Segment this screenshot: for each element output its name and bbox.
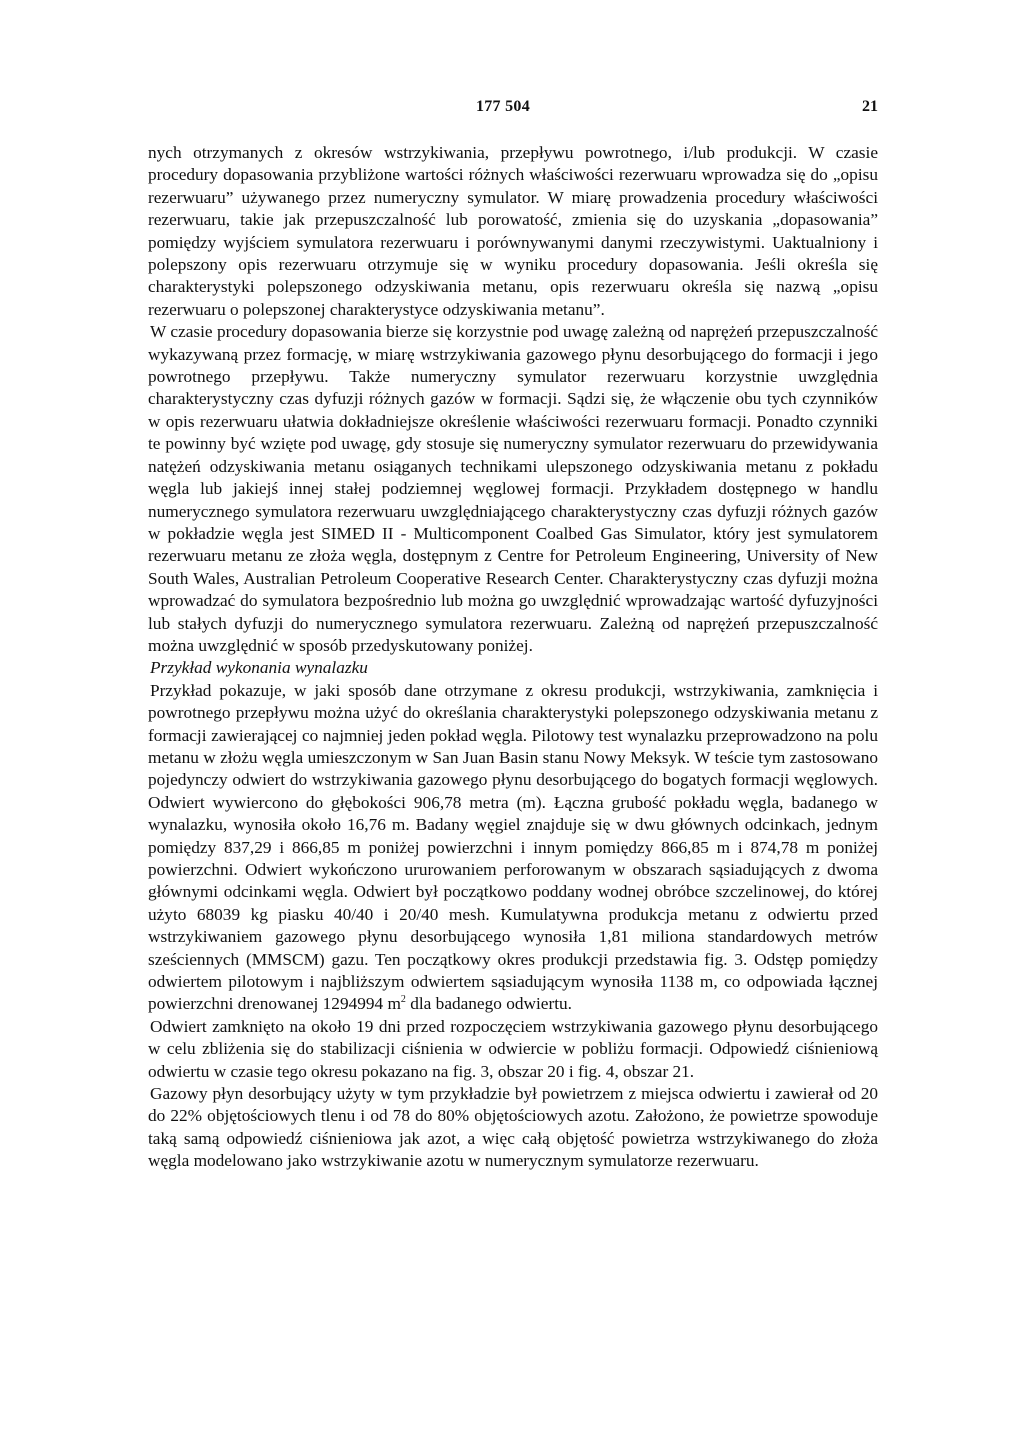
- paragraph-1: nych otrzymanych z okresów wstrzykiwania, przepływu powrotnego, i/lub produkcji. W czasie procedury dopasowania przybliżone wartości różnych właściwości rezerwuaru wprowadza się do „opisu rezerwuaru” używanego przez numeryczny symulator. W miarę prowadzenia procedury właściwości rezerwuaru, takie jak przepuszczalność lub porowatość, zmienia się do uzyskania „dopasowania” pomiędzy wyjściem symulatora rezerwuaru i porównywanymi danymi rzeczywistymi. Uaktualniony i polepszony opis rezerwuaru otrzymuje się w wyniku procedury dopasowania. Jeśli określa się charakterystyki polepszonego odzyskiwania metanu, opis rezerwuaru określa się nazwą „opisu rezerwuaru o polepszonej charakterystyce odzyskiwania metanu”.: [148, 143, 878, 319]
- patent-number: 177 504: [475, 98, 531, 115]
- paragraph-3-text-end: dla badanego odwiertu.: [405, 994, 572, 1014]
- paragraph-4: Odwiert zamknięto na około 19 dni przed rozpoczęciem wstrzykiwania gazowego płynu desorbującego w celu zbliżenia się do stabilizacji ciśnienia w odwiercie w pobliżu formacji. Odpowiedź ciśnieniową odwiertu w czasie tego okresu pokazano na fig. 3, obszar 20 i fig. 4, obszar 21.: [148, 1016, 878, 1081]
- paragraph-5: Gazowy płyn desorbujący użyty w tym przykładzie był powietrzem z miejsca odwiertu i zawierał od 20 do 22% objętościowych tlenu i od 78 do 80% objętościowych azotu. Założono, że powietrze spowoduje taką samą odpowiedź ciśnieniowa jak azot, a więc całą objętość powietrza wstrzykiwanego do złoża węgla modelowano jako wstrzykiwanie azotu w numerycznym symulatorze rezerwuaru.: [148, 1084, 878, 1171]
- paragraph-3: [148, 680, 878, 1016]
- paragraph-3-text: Przykład pokazuje, w jaki sposób dane otrzymane z okresu produkcji, wstrzykiwania, zamknięcia i powrotnego przepływu można użyć do określania charakterystyki polepszonego odzyskiwania metanu z formacji zawierającej co najmniej jeden pokład węgla. Pilotowy test wynalazku przeprowadzono na polu metanu w złożu węgla umieszczonym w San Juan Basin stanu Nowy Meksyk. W teście tym zastosowano pojedynczy odwiert do wstrzykiwania gazowego płynu desorbującego do bogatych formacji węglowych. Odwiert wywiercono do głębokości 906,78 metra (m). Łączna grubość pokładu węgla, badanego w wynalazku, wynosiła około 16,76 m. Badany węgiel znajduje się w dwu głównych odcinkach, jednym pomiędzy 837,29 i 866,85 m poniżej powierzchni i innym pomiędzy 866,85 m i 874,78 m poniżej powierzchni. Odwiert wykończono ururowaniem perforowanym w obszarach sąsiadujących z dwoma głównymi odcinkami węgla. Odwiert był początkowo poddany wodnej obróbce szczelinowej, do której użyto 68039 kg piasku 40/40 i 20/40 mesh. Kumulatywna produkcja metanu z odwiertu przed wstrzykiwaniem gazowego płynu desorbującego wynosiła 1,81 miliona standardowych metrów sześciennych (MMSCM) gazu. Ten początkowy okres produkcji przedstawia fig. 3. Odstęp pomiędzy odwiertem pilotowym i najbliższym odwiertem sąsiadującym wynosiła 1138 m, co odpowiada łącznej powierzchni drenowanej 1294994 m: [148, 680, 878, 1014]
- page-header: [148, 98, 878, 120]
- superscript-2: 2: [400, 994, 406, 1006]
- body-text: [148, 142, 878, 1173]
- section-heading: Przykład wykonania wynalazku: [150, 658, 368, 678]
- page-number: 21: [862, 98, 878, 115]
- paragraph-2: W czasie procedury dopasowania bierze się korzystnie pod uwagę zależną od naprężeń przepuszczalność wykazywaną przez formację, w miarę wstrzykiwania gazowego płynu desorbującego do formacji i jego powrotnego przepływu. Także numeryczny symulator rezerwuaru korzystnie uwzględnia charakterystyczny czas dyfuzji różnych gazów w formacji. Sądzi się, że włączenie obu tych czynników w opis rezerwuaru ułatwia dokładniejsze określenie właściwości rezerwuaru formacji. Ponadto czynniki te powinny być wzięte pod uwagę, gdy stosuje się numeryczny symulator rezerwuaru do przewidywania natężeń odzyskiwania metanu osiąganych technikami ulepszonego odzyskiwania metanu z pokładu węgla lub jakiejś innej stałej podziemnej węglowej formacji. Przykładem dostępnego w handlu numerycznego symulatora rezerwuaru uwzględniającego charakterystyczny czas dyfuzji różnych gazów w pokładzie węgla jest SIMED II - Multicomponent Coalbed Gas Simulator, który jest symulatorem rezerwuaru metanu ze złoża węgla, dostępnym z Centre for Petroleum Engineering, University of New South Wales, Australian Petroleum Cooperative Research Center. Charakterystyczny czas dyfuzji można wprowadzać do symulatora bezpośrednio lub można go uwzględnić wprowadzając wartość dyfuzyjności lub stałych dyfuzji do numerycznego symulatora rezerwuaru. Zależną od naprężeń przepuszczalność można uwzględnić w sposób przedyskutowany poniżej.: [148, 322, 878, 655]
